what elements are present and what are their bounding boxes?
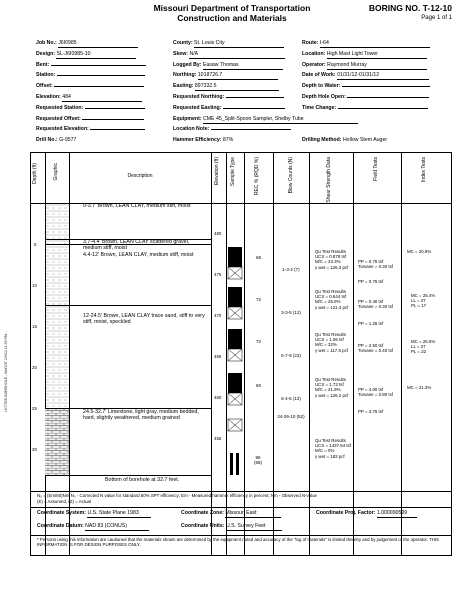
elevation-tick: 455 [214,436,222,441]
side-note: LETTER BOREHOLE - MoDOT 2/9/12 11:50 PM ... [4,330,8,412]
county-row: County: St. Louis City [173,40,298,51]
shelby-tube-sample [228,247,242,267]
req-easting-row: Requested Easting: [173,105,298,116]
boring-no-text: BORING NO. T-12-10 [368,3,452,13]
drilling-row: Drilling Method: Hollow Stem Auger [302,137,388,144]
coord-units: Coordinate Units: U.S. Survey Feet [181,523,282,531]
coord-zone: Coordinate Zone: Missouri East [181,510,281,518]
operator-row: Operator: Raymond Murray [302,62,452,73]
elevation-tick: 470 [214,313,222,318]
shear-result: Qu Test Results UCS = 1437.64 tsf M/C = 0% γ wet = 183 pcf [315,438,351,459]
sample-type-column [226,203,244,475]
col-elevation-header: Elevation (ft) [214,157,220,186]
req-northing-row: Requested Northing: [173,94,298,105]
skew-row: Skew: N/A [173,51,298,62]
spacer-row-2 [302,126,452,137]
design-row: Design: SL-J6I0985-10 [36,51,166,62]
layer-description: 3.7-4.4' Brown, LEAN CLAY scattered gravel, medium stiff, moist [83,239,190,252]
col-graphic-header: Graphic [53,163,59,181]
info-col-1 [36,40,166,148]
req-station-row: Requested Station: [36,105,166,116]
drill-row: Drill No.: G-9577 [36,137,77,144]
station-row: Station: [36,72,166,83]
col-field-header: Field Tests [373,157,379,181]
info-col-3 [302,40,452,148]
blow-count: 1-3-2 (7) [282,267,300,272]
layer-description: Bottom of borehole at 32.7 feet. [105,477,180,483]
offset-row: Offset: [36,83,166,94]
field-test: PP = 4.00 tsf Torvane = 0.80 tsf [358,387,394,398]
location-no-row: Location Note: [173,126,298,137]
coord-datum: Coordinate Datum: NAD 83 (CONUS) [37,523,149,531]
elevation-tick: 480 [214,231,222,236]
shelby-tube-sample [228,329,242,349]
org-line2: Construction and Materials [177,13,287,23]
col-description-header: Description [127,173,153,179]
boring-number [369,3,452,23]
elevation-tick: 475 [214,272,222,277]
layer-description: 0-3.7' Brown, LEAN CLAY, medium stiff, moist [83,203,191,209]
field-test: PP = 0.40 tsf Torvane = 0.30 tsf [358,299,394,310]
job-no-row: Job No.: J6I0985 [36,40,166,51]
depth-tick: 25 [32,406,37,411]
depth-tick: 20 [32,365,37,370]
rock-core-sample [230,453,233,475]
req-offset-row: Requested Offset: [36,116,166,127]
date-row: Date of Work: 01/31/12-01/31/12 [302,72,452,83]
shelby-tube-sample [228,373,242,393]
elevation-tick: 465 [214,354,222,359]
blow-count: 6-7-9 (23) [281,353,301,358]
col-blow-header: Blow Counts (N) [288,157,294,194]
layer-description: 12-24.5' Brown, LEAN CLAY trace sand, stiff to very stiff, moist, speckled [83,313,205,326]
rec-value: 60 [255,383,261,388]
col-sample-type-header: Sample Type [230,157,236,187]
col-index-header: Index Tests [421,157,427,183]
field-test: PP = 2.50 tsf Torvane = 0.40 tsf [358,343,394,354]
bent-row: Bent: [36,62,166,73]
logged-row: Logged By: Easaw Thomas [173,62,298,73]
index-test: MC = 20.8% [407,249,432,254]
blow-count: 24-26-10 (52) [277,414,305,419]
easting-row: Easting: 897332.5 [173,83,298,94]
index-test: MC = 21.3% [407,385,432,390]
info-col-2 [173,40,304,148]
elevation-row: Elevation: 484 [36,94,166,105]
shelby-tube-sample [228,287,242,307]
shear-result: Qu Test Results UCS = 1.06 tsf M/C = 32% γ wet = 117.6 pcf [315,332,348,353]
hammer-row: Hammer Efficiency: 87% [173,137,234,144]
rec-value: 72 [255,339,261,344]
field-test: PP = 3.75 tsf [358,409,384,414]
index-test: MC = 26.5% LL = 27 PL = 22 [411,339,436,355]
rec-value: 96 (68) [253,455,262,466]
time-change-row: Time Change: [302,105,452,116]
col-shear-header: Shear Strength Data [326,157,332,203]
layer-description: 24.5-32.7' Limestone, light gray, medium bedded, hard, slightly weathered, medium grained [83,409,199,422]
depth-water-row: Depth to Water: [302,83,452,94]
field-test: PP = 0.75 tsf [358,279,384,284]
disclaimer: * Persons using this information are cautioned that the materials shown are determined by the equipment noted and accuracy of the "log of materials" is limited thereby and by judgement of the operator. THIS INFORMATION IS FOR DESIGN PURPOSES ONLY. [37,537,440,548]
shear-result: Qu Test Results UCS = 0.644 tsf M/C = 26.9% γ wet = 121.3 pcf [315,289,349,310]
col-depth-header: Depth (ft) [32,163,38,184]
field-test: PP = 1.25 tsf [358,321,384,326]
blow-count: 3-3-5 (12) [281,310,301,315]
col-rec-header: REC % (RQD %) [254,157,260,196]
northing-row: Northing: 1018726.7 [173,72,298,83]
org-line1: Missouri Department of Transportation [153,3,311,13]
page-indicator: Page 1 of 1 [421,15,452,21]
note-line-1: N₀ = (Em/60)Nm N₀ - Corrected N value for standard 60% SPT efficiency; Em - Measured hammer efficiency in percent; Nm - Observed N-value [37,493,317,498]
elevation-tick: 460 [214,395,222,400]
spacer-row [302,116,452,127]
equipment-row: Equipment: CME 45_Split-Spoon Sampler, Shelby Tube [173,116,298,127]
shear-result: Qu Test Results UCS = 1.72 tsf M/C = 21.9% γ wet = 126.2 pcf [315,377,349,398]
depth-tick: 10 [32,283,37,288]
depth-hole-row: Depth Hole Open: [302,94,452,105]
layer-description: 4.4-12' Brown, LEAN CLAY, medium stiff, moist [83,252,194,258]
depth-tick: 15 [32,324,37,329]
rec-value: 68 [255,255,261,260]
note-line-2: (E) = Assumed, (Z) = Actual [37,499,91,504]
req-elev-row: Requested Elevation: [36,126,166,137]
depth-tick: 30 [32,447,37,452]
shear-result: Qu Test Results UCS = 0.878 tsf M/C = 23.3% γ wet = 126.3 pcf [315,249,349,270]
blow-count: 5-4-5 (13) [281,396,301,401]
depth-tick: 5 [34,242,37,247]
index-test: MC = 25.4% LL = 27 PL = 17 [411,293,436,309]
proj-factor: Coordinate Proj. Factor: 1.000090599 [316,510,417,518]
field-test: PP = 0.75 tsf Torvane = 0.30 tsf [358,259,394,270]
boring-log-table [30,152,452,556]
coord-system: Coordinate System: U.S. State Plane 1983 [37,510,151,518]
location-row: Location: High Mast Light Tower [302,51,452,62]
rec-value: 72 [255,297,261,302]
route-row: Route: I-64 [302,40,452,51]
